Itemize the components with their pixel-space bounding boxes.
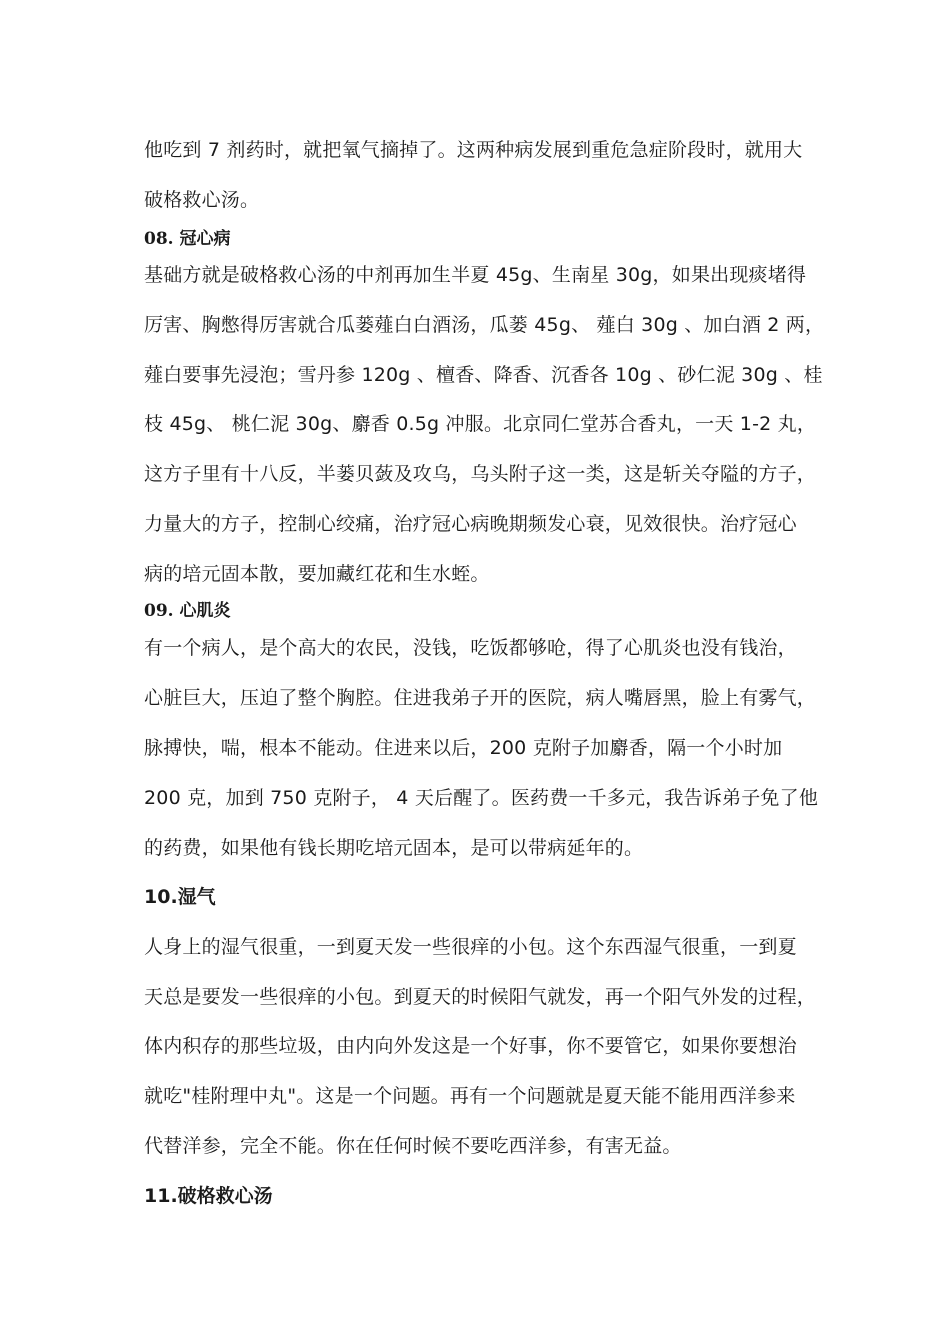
section-08-line-3: 薤白要事先浸泡；雪丹参 120g 、檀香、降香、沉香各 10g 、砂仁泥 30g 、桂 — [144, 364, 823, 386]
section-08-line-1: 基础方就是破格救心汤的中剂再加生半夏 45g、生南星 30g，如果出现痰堵得 — [144, 264, 807, 286]
section-09-line-2: 心脏巨大，压迫了整个胸腔。住进我弟子开的医院，病人嘴唇黑，脸上有雾气， — [144, 687, 817, 709]
section-09-line-4: 200 克，加到 750 克附子， 4 天后醒了。医药费一千多元，我告诉弟子免了他 — [144, 787, 819, 809]
section-10-line-2: 天总是要发一些很痒的小包。到夏天的时候阳气就发，再一个阳气外发的过程， — [144, 986, 817, 1008]
section-09-line-3: 脉搏快，喘，根本不能动。住进来以后，200 克附子加麝香，隔一个小时加 — [144, 737, 783, 759]
section-09-line-1: 有一个病人，是个高大的农民，没钱，吃饭都够呛，得了心肌炎也没有钱治， — [144, 637, 797, 659]
section-10-line-4: 就吃"桂附理中丸"。这是一个问题。再有一个问题就是夏天能不能用西洋参来 — [144, 1085, 796, 1107]
intro-line-1: 他吃到 7 剂药时，就把氧气摘掉了。这两种病发展到重危急症阶段时，就用大 — [144, 139, 803, 161]
section-heading-09: 09. 心肌炎 — [144, 601, 231, 621]
intro-line-2: 破格救心汤。 — [144, 189, 260, 211]
section-10-line-5: 代替洋参，完全不能。你在任何时候不要吃西洋参，有害无益。 — [144, 1135, 682, 1157]
section-heading-10: 10.湿气 — [144, 886, 216, 908]
section-08-line-4: 枝 45g、 桃仁泥 30g、麝香 0.5g 冲服。北京同仁堂苏合香丸，一天 1-2 丸， — [144, 413, 817, 435]
section-09-line-5: 的药费，如果他有钱长期吃培元固本，是可以带病延年的。 — [144, 837, 644, 859]
section-08-line-5: 这方子里有十八反，半蒌贝蔹及攻乌，乌头附子这一类，这是斩关夺隘的方子， — [144, 463, 817, 485]
section-10-line-3: 体内积存的那些垃圾，由内向外发这是一个好事，你不要管它，如果你要想治 — [144, 1035, 797, 1057]
section-10-line-1: 人身上的湿气很重，一到夏天发一些很痒的小包。这个东西湿气很重，一到夏 — [144, 936, 797, 958]
section-08-line-2: 厉害、胸憋得厉害就合瓜蒌薤白白酒汤，瓜蒌 45g、 薤白 30g 、加白酒 2 两， — [144, 314, 825, 336]
section-08-line-6: 力量大的方子，控制心绞痛，治疗冠心病晚期频发心衰，见效很快。治疗冠心 — [144, 513, 797, 535]
section-08-line-7: 病的培元固本散，要加藏红花和生水蛭。 — [144, 563, 490, 585]
section-heading-08: 08. 冠心病 — [144, 229, 231, 249]
section-heading-11: 11.破格救心汤 — [144, 1185, 273, 1207]
